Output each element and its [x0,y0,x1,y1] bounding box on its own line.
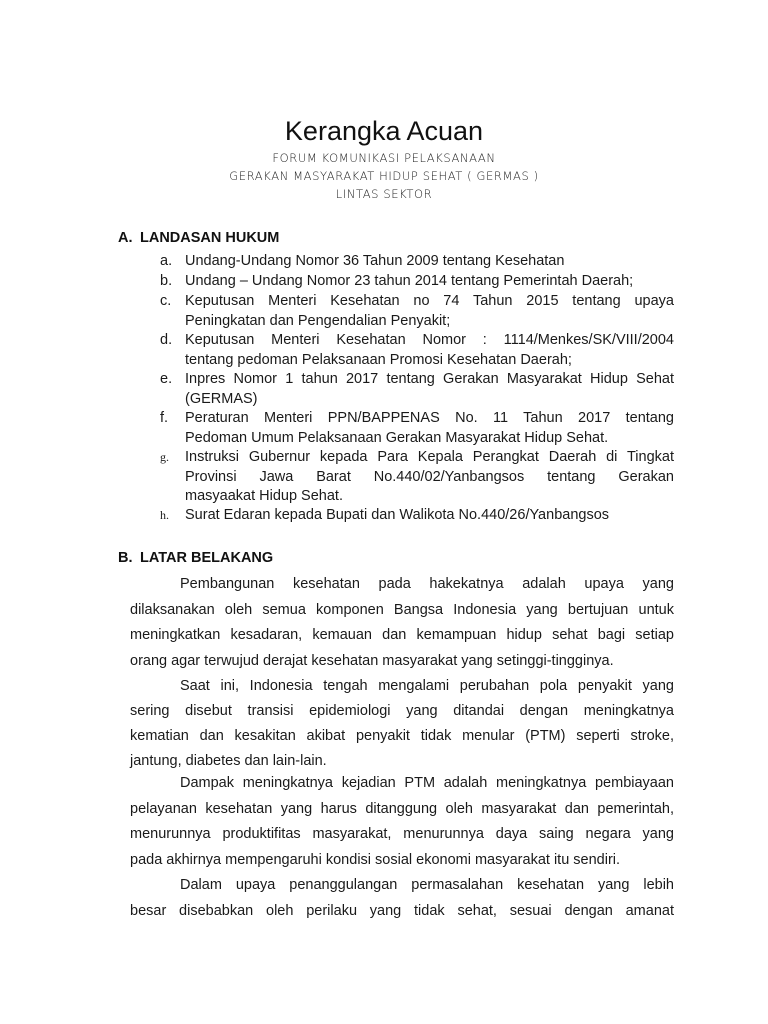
list-marker: d. [160,332,173,348]
paragraph-line: orang agar terwujud derajat kesehatan masyarakat yang setinggi-tingginya. [130,652,614,669]
list-item-line: Keputusan Menteri Kesehatan no 74 Tahun 2015 tentang upaya [185,293,674,309]
list-item-line: Provinsi Jawa Barat No.440/02/Yanbangsos tentang Gerakan [185,468,674,485]
list-item-line: Inpres Nomor 1 tahun 2017 tentang Gerakan Masyarakat Hidup Sehat [185,371,674,387]
section-title: LANDASAN HUKUM [140,230,280,246]
paragraph-line: dilaksanakan oleh semua komponen Bangsa Indonesia yang bertujuan untuk [130,601,674,618]
list-item-line: Peningkatan dan Pengendalian Penyakit; [185,312,451,329]
list-item-line: tentang pedoman Pelaksanaan Promosi Kesehatan Daerah; [185,351,572,368]
list-item-line: Undang – Undang Nomor 23 tahun 2014 tentang Pemerintah Daerah; [185,273,634,289]
paragraph-line: sering disebut transisi epidemiologi yang ditandai dengan meningkatnya [130,703,674,719]
section-letter: B. [118,550,133,566]
list-marker: g. [160,450,169,464]
list-item-line: masyaakat Hidup Sehat. [185,488,343,504]
section-letter: A. [118,230,133,246]
subtitle-line-1: FORUM KOMUNIKASI PELAKSANAAN [272,151,496,165]
paragraph-line: Dampak meningkatnya kejadian PTM adalah meningkatnya pembiayaan [180,775,674,791]
paragraph-line: Saat ini, Indonesia tengah mengalami perubahan pola penyakit yang [180,678,674,694]
paragraph-line: pada akhirnya mempengaruhi kondisi sosial ekonomi masyarakat itu sendiri. [130,851,621,868]
paragraph-line: Dalam upaya penanggulangan permasalahan kesehatan yang lebih [180,877,674,893]
subtitle-line-3: LINTAS SEKTOR [335,187,433,201]
list-item-line: Instruksi Gubernur kepada Para Kepala Perangkat Daerah di Tingkat [185,449,674,465]
list-item-line: Surat Edaran kepada Bupati dan Walikota No.440/26/Yanbangsos [185,507,610,523]
section-heading-latar-belakang [118,548,273,568]
list-marker: e. [160,371,173,387]
section-heading-landasan-hukum [118,228,279,248]
paragraph-line: menurunnya produktifitas masyarakat, menurunnya daya saing negara yang [130,826,674,842]
list-item-line: (GERMAS) [185,390,258,407]
paragraph-line: Pembangunan kesehatan pada hakekatnya adalah upaya yang [180,576,674,592]
list-item-line: Pedoman Umum Pelaksanaan Gerakan Masyarakat Hidup Sehat. [185,429,609,446]
paragraph-line: pelayanan kesehatan yang harus ditanggung oleh masyarakat dan pemerintah, [130,800,674,817]
list-marker: f. [160,410,169,426]
list-marker: a. [160,253,173,269]
paragraph-line: kematian dan kesakitan akibat penyakit tidak menular (PTM) seperti stroke, [130,728,674,744]
list-item-line: Undang-Undang Nomor 36 Tahun 2009 tentang Kesehatan [185,253,565,269]
list-item-line: Peraturan Menteri PPN/BAPPENAS No. 11 Tahun 2017 tentang [185,410,674,426]
list-marker: b. [160,273,173,289]
document-title: Kerangka Acuan [284,116,484,146]
list-marker: h. [160,508,169,522]
subtitle-line-2: GERAKAN MASYARAKAT HIDUP SEHAT ( GERMAS ) [229,169,539,183]
paragraph-line: besar disebabkan oleh perilaku yang tidak sehat, sesuai dengan amanat [130,903,674,919]
section-title: LATAR BELAKANG [140,550,274,566]
list-marker: c. [160,293,172,309]
list-item-line: Keputusan Menteri Kesehatan Nomor : 1114/Menkes/SK/VIII/2004 [185,332,674,348]
paragraph-line: meningkatkan kesadaran, kemauan dan kemampuan hidup sehat bagi setiap [130,627,674,643]
paragraph-line: jantung, diabetes dan lain-lain. [130,753,327,769]
